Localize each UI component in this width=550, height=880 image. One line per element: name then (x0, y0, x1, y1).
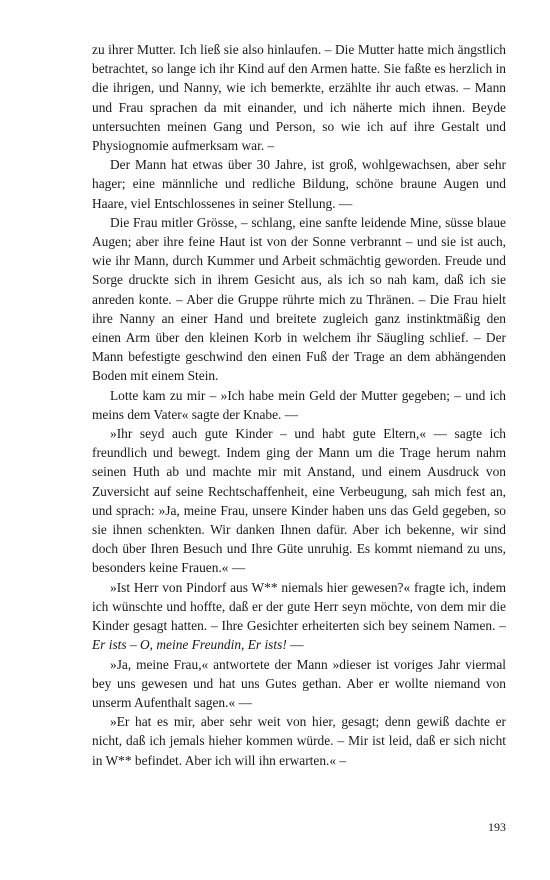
page-number: 193 (488, 820, 506, 834)
page-text-block (92, 40, 506, 770)
paragraph-7: »Ja, meine Frau,« antwortete der Mann »dieser ist voriges Jahr viermal bey uns gewesen und hat uns Gutes gethan. Aber er wollte niemand von unserm Aufenthalt sagen.« –– (92, 656, 506, 710)
paragraph-6-text: »Ist Herr von Pindorf aus W** niemals hier gewesen?« fragte ich, indem ich wünschte und hoffte, daß er der gute Herr seyn möchte, von dem mir die Kinder gesagt hatten. – Ihre Gesichter erheiterten sich bey seinem Namen. – (92, 579, 506, 634)
exclamation-dashes: –– (286, 637, 304, 653)
paragraph-8: »Er hat es mir, aber sehr weit von hier, gesagt; denn gewiß dachte er nicht, daß ich jemals hieher kommen würde. – Mir ist leid, daß er sich nicht in W** befindet. Aber ich will ihn erwarten.« – (92, 714, 506, 768)
paragraph-1: zu ihrer Mutter. Ich ließ sie also hinlaufen. – Die Mutter hatte mich ängstlich betrachtet, so lange ich ihr Kind auf den Armen hatte. Sie faßte es herzlich in die ihrigen, und Nanny, wie ich bemerkte, erzählte ihr auch etwas. – Mann und Frau sprachen da mit einander, und ich näherte mich ihnen. Beyde untersuchten meinen Gang und Person, so wie ich auf ihre Gestalt und Physiognomie aufmerksam war. – (92, 42, 506, 154)
paragraph-6 (92, 578, 506, 655)
exclamation-italic: Er ists – O, meine Freundin, Er ists! (92, 637, 287, 653)
paragraph-4: Lotte kam zu mir – »Ich habe mein Geld der Mutter gegeben; – und ich meins dem Vater« sagte der Knabe. –– (92, 387, 506, 422)
paragraph-5: »Ihr seyd auch gute Kinder – und habt gute Eltern,« –– sagte ich freundlich und bewegt. Indem ging der Mann um die Trage herum nahm seinen Huth ab und machte mir mit Anstand, und einem Ausdruck von Zuversicht auf seine Rechtschaffenheit, eine Verbeugung, sah mich fest an, und sprach: »Ja, meine Frau, unsere Kinder haben uns das Geld gegeben, so sie ihnen schenkten. Wir danken Ihnen dafür. Aber ich bekenne, wir sind doch über Ihren Besuch und Ihre Güte unruhig. Es kommt niemand zu uns, besonders keine Frauen.« –– (92, 426, 506, 576)
paragraph-3: Die Frau mitler Grösse, – schlang, eine sanfte leidende Mine, süsse blaue Augen; aber ihre feine Haut ist von der Sonne verbrannt – und sie ist auch, wie ihr Mann, durch Kummer und Arbeit schmächtig geworden. Freude und Sorge druckte sich in ihrem Gesicht aus, als ich so nah kam, daß ich sie anreden konte. – Aber die Gruppe rührte mich zu Thränen. – Die Frau hielt ihre Nanny an einer Hand und breitete zugleich ganz instinktmäßig den einen Arm über den kleinen Korb in welchem ihr Säugling schlief. – Der Mann befestigte geschwind den einen Fuß der Trage an dem abhängenden Boden mit einem Stein. (92, 214, 506, 384)
paragraph-2: Der Mann hat etwas über 30 Jahre, ist groß, wohlgewachsen, aber sehr hager; eine männliche und redliche Bildung, schöne braune Augen und Haare, viel Entschlossenes in seiner Stellung. –– (92, 157, 506, 211)
